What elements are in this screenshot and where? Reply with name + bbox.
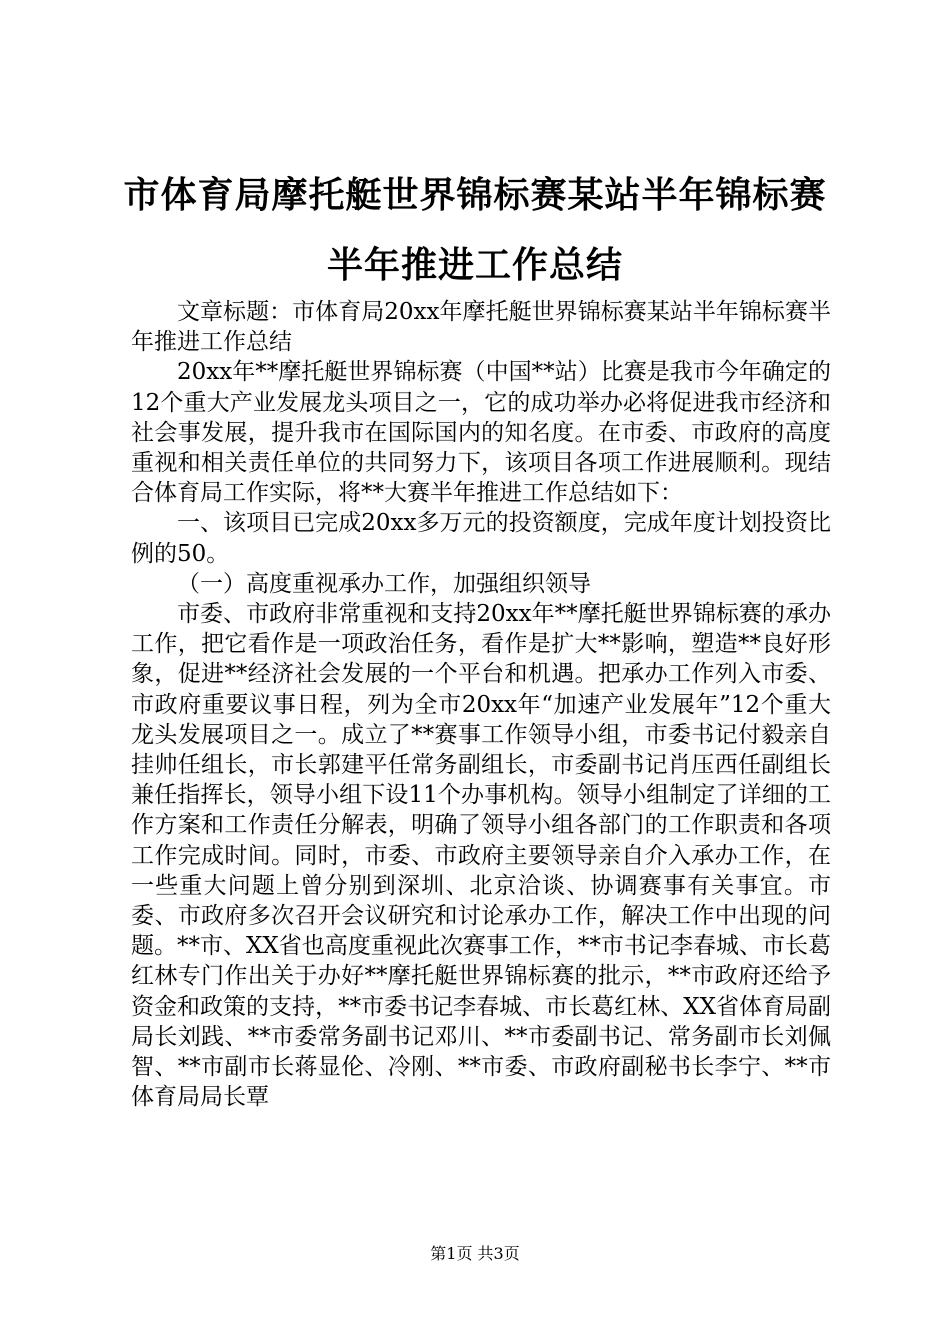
paragraph-intro: 20xx年**摩托艇世界锦标赛（中国**站）比赛是我市今年确定的12个重大产业发展龙头项目之一，它的成功举办必将促进我市经济和社会事发展，提升我市在国际国内的知名度。在市委、市政府的高度重视和相关责任单位的共同努力下，该项目各项工作进展顺利。现结合体育局工作实际，将**大赛半年推进工作总结如下： bbox=[131, 359, 831, 507]
paragraph-subheading: （一）高度重视承办工作，加强组织领导 bbox=[177, 570, 591, 597]
paragraph-article-title: 文章标题：市体育局20xx年摩托艇世界锦标赛某站半年锦标赛半年推进工作总结 bbox=[131, 299, 831, 356]
page-footer: 第1页 共3页 bbox=[430, 1244, 520, 1263]
document-title: 市体育局摩托艇世界锦标赛某站半年锦标赛半年推进工作总结 bbox=[123, 174, 827, 286]
paragraph-section-one: 一、该项目已完成20xx多万元的投资额度，完成年度计划投资比例的50。 bbox=[131, 510, 831, 567]
paragraph-organization: 市委、市政府非常重视和支持20xx年**摩托艇世界锦标赛的承办工作，把它看作是一项政治任务，看作是扩大**影响，塑造**良好形象，促进**经济社会发展的一个平台和机遇。把承办工作列入市委、市政府重要议事日程，列为全市20xx年“加速产业发展年”12个重大龙头发展项目之一。成立了**赛事工作领导小组，市委书记付毅亲自挂帅任组长，市长郭建平任常务副组长，市委副书记肖压西任副组长兼任指挥长，领导小组下设11个办事机构。领导小组制定了详细的工作方案和工作责任分解表，明确了领导小组各部门的工作职责和各项工作完成时间。同时，市委、市政府主要领导亲自介入承办工作，在一些重大问题上曾分别到深圳、北京洽谈、协调赛事有关事宜。市委、市政府多次召开会议研究和讨论承办工作，解决工作中出现的问题。**市、XX省也高度重视此次赛事工作，**市书记李春城、市长葛红林专门作出关于办好**摩托艇世界锦标赛的批示，**市政府还给予资金和政策的支持，**市委书记李春城、市长葛红林、XX省体育局副局长刘践、**市委常务副书记邓川、**市委副书记、常务副市长刘佩智、**市副市长蒋显伦、冷刚、**市委、市政府副秘书长李宁、**市体育局局长覃 bbox=[131, 601, 831, 1111]
document-body bbox=[131, 297, 831, 1112]
